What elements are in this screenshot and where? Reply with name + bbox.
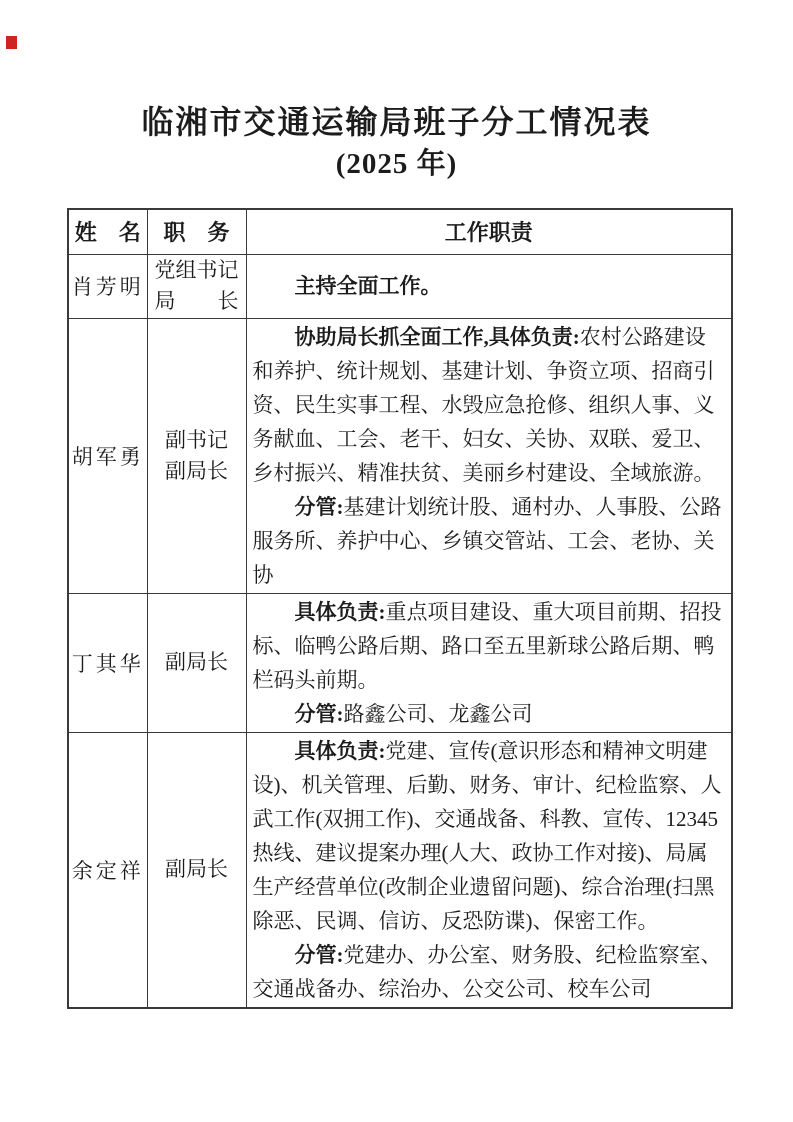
col-header-name: 姓 名 xyxy=(68,209,147,254)
duty-lead: 分管: xyxy=(294,701,344,726)
name-cell: 余定祥 xyxy=(68,732,147,1008)
duty-lead: 协助局长抓全面工作,具体负责: xyxy=(294,324,580,349)
name-cell: 丁其华 xyxy=(68,593,147,732)
duty-paragraph xyxy=(253,697,724,731)
document-title: 临湘市交通运输局班子分工情况表 xyxy=(141,104,652,140)
name-cell: 胡军勇 xyxy=(68,318,147,593)
position-cell xyxy=(147,254,246,318)
duty-text: 路鑫公司、龙鑫公司 xyxy=(343,701,533,726)
name-cell: 肖芳明 xyxy=(68,254,147,318)
table-header-row xyxy=(68,209,732,254)
duty-table xyxy=(67,208,733,1009)
col-header-position: 职 务 xyxy=(147,209,246,254)
duties-cell xyxy=(246,593,732,732)
table-row xyxy=(68,254,732,318)
position-line: 局 长 xyxy=(154,289,239,313)
duties-cell xyxy=(246,254,732,318)
table-row xyxy=(68,732,732,1008)
position-line: 副书记 xyxy=(165,427,228,452)
duty-paragraph xyxy=(253,320,724,490)
position-cell xyxy=(147,593,246,732)
position-line: 党组书记 xyxy=(154,258,239,282)
table-row xyxy=(68,593,732,732)
duty-lead: 分管: xyxy=(294,494,344,519)
duty-lead: 具体负责: xyxy=(294,738,386,763)
position-cell xyxy=(147,318,246,593)
position-line: 副局长 xyxy=(165,458,228,483)
position-cell xyxy=(147,732,246,1008)
position-line: 副局长 xyxy=(165,857,228,881)
duty-text: 党建、宣传(意识形态和精神文明建设)、机关管理、后勤、财务、审计、纪检监察、人武工作(双拥工作)、交通战备、科教、宣传、12345 热线、建议提案办理(人大、政协工作对接)、局属生产经营单位(改制企业遗留问题)、综合治理(扫黑除恶、民调、信访、反恐防谍)、保密工作。 xyxy=(252,738,722,933)
duty-paragraph xyxy=(253,938,724,1006)
duty-text: 基建计划统计股、通村办、人事股、公路服务所、养护中心、乡镇交管站、工会、老协、关协 xyxy=(252,494,722,587)
duty-text: 重点项目建设、重大项目前期、招投标、临鸭公路后期、路口至五里新球公路后期、鸭栏码头前期。 xyxy=(252,599,722,692)
duty-text: 党建办、办公室、财务股、纪检监察室、交通战备办、综治办、公交公司、校车公司 xyxy=(252,942,722,1001)
duty-lead: 分管: xyxy=(294,942,344,967)
position-line: 副局长 xyxy=(165,650,228,674)
duty-lead: 具体负责: xyxy=(294,599,386,624)
duty-paragraph xyxy=(253,734,724,938)
duty-lead: 主持全面工作。 xyxy=(294,274,442,298)
duty-text: 农村公路建设和养护、统计规划、基建计划、争资立项、招商引资、民生实事工程、水毁应急抢修、组织人事、义务献血、工会、老干、妇女、关协、双联、爱卫、乡村振兴、精准扶贫、美丽乡村建设、全域旅游。 xyxy=(252,324,715,485)
duty-paragraph xyxy=(253,595,724,697)
corner-red-mark xyxy=(6,36,17,49)
table-row xyxy=(68,318,732,593)
duties-cell xyxy=(246,318,732,593)
document-subtitle: (2025 年) xyxy=(335,148,458,180)
duty-paragraph xyxy=(253,269,724,303)
duty-paragraph xyxy=(253,490,724,592)
col-header-duties: 工作职责 xyxy=(246,209,732,254)
duties-cell xyxy=(246,732,732,1008)
